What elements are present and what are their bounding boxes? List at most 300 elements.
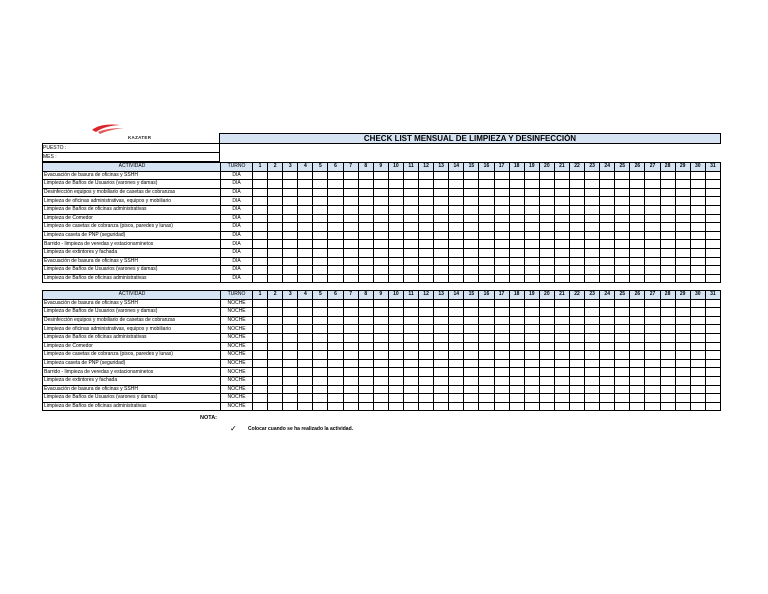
check-cell-day-23[interactable] [585, 342, 600, 351]
check-cell-day-21[interactable] [554, 402, 569, 411]
check-cell-day-5[interactable] [313, 308, 328, 317]
check-cell-day-3[interactable] [283, 325, 298, 334]
check-cell-day-5[interactable] [313, 266, 328, 275]
check-cell-day-29[interactable] [675, 325, 690, 334]
check-cell-day-21[interactable] [554, 394, 569, 403]
check-cell-day-17[interactable] [494, 333, 509, 342]
check-cell-day-16[interactable] [479, 342, 494, 351]
check-cell-day-29[interactable] [675, 351, 690, 360]
check-cell-day-1[interactable] [253, 333, 268, 342]
check-cell-day-21[interactable] [554, 376, 569, 385]
check-cell-day-22[interactable] [569, 368, 584, 377]
check-cell-day-14[interactable] [449, 402, 464, 411]
check-cell-day-30[interactable] [690, 231, 705, 240]
check-cell-day-11[interactable] [403, 308, 418, 317]
check-cell-day-30[interactable] [690, 240, 705, 249]
check-cell-day-6[interactable] [328, 223, 343, 232]
check-cell-day-2[interactable] [268, 248, 283, 257]
check-cell-day-22[interactable] [569, 325, 584, 334]
check-cell-day-1[interactable] [253, 223, 268, 232]
check-cell-day-24[interactable] [600, 385, 615, 394]
check-cell-day-26[interactable] [630, 223, 645, 232]
check-cell-day-28[interactable] [660, 188, 675, 197]
check-cell-day-31[interactable] [705, 231, 720, 240]
check-cell-day-10[interactable] [388, 402, 403, 411]
check-cell-day-13[interactable] [434, 205, 449, 214]
check-cell-day-16[interactable] [479, 257, 494, 266]
check-cell-day-17[interactable] [494, 205, 509, 214]
check-cell-day-22[interactable] [569, 376, 584, 385]
check-cell-day-1[interactable] [253, 394, 268, 403]
check-cell-day-1[interactable] [253, 351, 268, 360]
check-cell-day-9[interactable] [373, 188, 388, 197]
check-cell-day-11[interactable] [403, 223, 418, 232]
check-cell-day-14[interactable] [449, 274, 464, 283]
check-cell-day-1[interactable] [253, 325, 268, 334]
check-cell-day-25[interactable] [615, 240, 630, 249]
check-cell-day-11[interactable] [403, 299, 418, 308]
check-cell-day-26[interactable] [630, 359, 645, 368]
check-cell-day-3[interactable] [283, 171, 298, 180]
check-cell-day-10[interactable] [388, 376, 403, 385]
check-cell-day-21[interactable] [554, 359, 569, 368]
check-cell-day-24[interactable] [600, 248, 615, 257]
check-cell-day-15[interactable] [464, 342, 479, 351]
check-cell-day-11[interactable] [403, 188, 418, 197]
check-cell-day-26[interactable] [630, 308, 645, 317]
check-cell-day-15[interactable] [464, 333, 479, 342]
check-cell-day-12[interactable] [419, 351, 434, 360]
check-cell-day-18[interactable] [509, 394, 524, 403]
check-cell-day-12[interactable] [419, 402, 434, 411]
check-cell-day-5[interactable] [313, 197, 328, 206]
check-cell-day-5[interactable] [313, 171, 328, 180]
check-cell-day-3[interactable] [283, 351, 298, 360]
check-cell-day-16[interactable] [479, 299, 494, 308]
check-cell-day-17[interactable] [494, 308, 509, 317]
check-cell-day-28[interactable] [660, 394, 675, 403]
check-cell-day-19[interactable] [524, 368, 539, 377]
check-cell-day-29[interactable] [675, 333, 690, 342]
check-cell-day-8[interactable] [358, 274, 373, 283]
check-cell-day-19[interactable] [524, 402, 539, 411]
check-cell-day-17[interactable] [494, 248, 509, 257]
check-cell-day-2[interactable] [268, 240, 283, 249]
check-cell-day-25[interactable] [615, 197, 630, 206]
check-cell-day-22[interactable] [569, 333, 584, 342]
check-cell-day-24[interactable] [600, 257, 615, 266]
check-cell-day-21[interactable] [554, 223, 569, 232]
check-cell-day-5[interactable] [313, 351, 328, 360]
check-cell-day-28[interactable] [660, 333, 675, 342]
check-cell-day-11[interactable] [403, 394, 418, 403]
check-cell-day-15[interactable] [464, 351, 479, 360]
check-cell-day-9[interactable] [373, 248, 388, 257]
check-cell-day-15[interactable] [464, 274, 479, 283]
check-cell-day-30[interactable] [690, 299, 705, 308]
check-cell-day-28[interactable] [660, 248, 675, 257]
check-cell-day-9[interactable] [373, 308, 388, 317]
check-cell-day-21[interactable] [554, 316, 569, 325]
check-cell-day-26[interactable] [630, 266, 645, 275]
check-cell-day-17[interactable] [494, 188, 509, 197]
check-cell-day-21[interactable] [554, 257, 569, 266]
check-cell-day-31[interactable] [705, 394, 720, 403]
check-cell-day-31[interactable] [705, 299, 720, 308]
check-cell-day-11[interactable] [403, 171, 418, 180]
check-cell-day-31[interactable] [705, 402, 720, 411]
check-cell-day-24[interactable] [600, 171, 615, 180]
check-cell-day-19[interactable] [524, 342, 539, 351]
check-cell-day-12[interactable] [419, 231, 434, 240]
check-cell-day-4[interactable] [298, 274, 313, 283]
check-cell-day-20[interactable] [539, 402, 554, 411]
check-cell-day-28[interactable] [660, 171, 675, 180]
check-cell-day-14[interactable] [449, 240, 464, 249]
check-cell-day-15[interactable] [464, 325, 479, 334]
check-cell-day-14[interactable] [449, 231, 464, 240]
check-cell-day-25[interactable] [615, 359, 630, 368]
check-cell-day-29[interactable] [675, 402, 690, 411]
check-cell-day-12[interactable] [419, 223, 434, 232]
check-cell-day-4[interactable] [298, 385, 313, 394]
check-cell-day-6[interactable] [328, 299, 343, 308]
check-cell-day-23[interactable] [585, 231, 600, 240]
check-cell-day-31[interactable] [705, 266, 720, 275]
check-cell-day-19[interactable] [524, 248, 539, 257]
check-cell-day-2[interactable] [268, 257, 283, 266]
check-cell-day-30[interactable] [690, 197, 705, 206]
check-cell-day-5[interactable] [313, 333, 328, 342]
check-cell-day-23[interactable] [585, 368, 600, 377]
check-cell-day-8[interactable] [358, 214, 373, 223]
check-cell-day-19[interactable] [524, 197, 539, 206]
check-cell-day-5[interactable] [313, 359, 328, 368]
check-cell-day-22[interactable] [569, 180, 584, 189]
check-cell-day-12[interactable] [419, 333, 434, 342]
check-cell-day-29[interactable] [675, 240, 690, 249]
check-cell-day-11[interactable] [403, 274, 418, 283]
check-cell-day-2[interactable] [268, 266, 283, 275]
check-cell-day-13[interactable] [434, 333, 449, 342]
check-cell-day-16[interactable] [479, 359, 494, 368]
check-cell-day-7[interactable] [343, 402, 358, 411]
check-cell-day-23[interactable] [585, 402, 600, 411]
check-cell-day-6[interactable] [328, 394, 343, 403]
check-cell-day-1[interactable] [253, 180, 268, 189]
check-cell-day-28[interactable] [660, 316, 675, 325]
check-cell-day-4[interactable] [298, 171, 313, 180]
check-cell-day-4[interactable] [298, 325, 313, 334]
check-cell-day-6[interactable] [328, 385, 343, 394]
check-cell-day-6[interactable] [328, 257, 343, 266]
check-cell-day-27[interactable] [645, 223, 660, 232]
check-cell-day-19[interactable] [524, 333, 539, 342]
mes-value[interactable] [220, 153, 721, 162]
check-cell-day-19[interactable] [524, 240, 539, 249]
check-cell-day-23[interactable] [585, 325, 600, 334]
check-cell-day-2[interactable] [268, 394, 283, 403]
check-cell-day-30[interactable] [690, 368, 705, 377]
check-cell-day-13[interactable] [434, 394, 449, 403]
check-cell-day-17[interactable] [494, 240, 509, 249]
check-cell-day-17[interactable] [494, 257, 509, 266]
check-cell-day-18[interactable] [509, 376, 524, 385]
check-cell-day-13[interactable] [434, 188, 449, 197]
check-cell-day-16[interactable] [479, 394, 494, 403]
check-cell-day-14[interactable] [449, 214, 464, 223]
check-cell-day-27[interactable] [645, 274, 660, 283]
check-cell-day-23[interactable] [585, 266, 600, 275]
check-cell-day-19[interactable] [524, 171, 539, 180]
check-cell-day-14[interactable] [449, 248, 464, 257]
check-cell-day-14[interactable] [449, 325, 464, 334]
check-cell-day-3[interactable] [283, 376, 298, 385]
check-cell-day-15[interactable] [464, 248, 479, 257]
check-cell-day-26[interactable] [630, 351, 645, 360]
check-cell-day-9[interactable] [373, 368, 388, 377]
check-cell-day-13[interactable] [434, 316, 449, 325]
check-cell-day-13[interactable] [434, 180, 449, 189]
check-cell-day-31[interactable] [705, 214, 720, 223]
check-cell-day-13[interactable] [434, 342, 449, 351]
check-cell-day-1[interactable] [253, 299, 268, 308]
check-cell-day-24[interactable] [600, 351, 615, 360]
check-cell-day-7[interactable] [343, 223, 358, 232]
check-cell-day-23[interactable] [585, 359, 600, 368]
check-cell-day-29[interactable] [675, 231, 690, 240]
check-cell-day-5[interactable] [313, 223, 328, 232]
check-cell-day-25[interactable] [615, 325, 630, 334]
check-cell-day-14[interactable] [449, 205, 464, 214]
check-cell-day-9[interactable] [373, 274, 388, 283]
check-cell-day-19[interactable] [524, 308, 539, 317]
check-cell-day-26[interactable] [630, 214, 645, 223]
check-cell-day-18[interactable] [509, 240, 524, 249]
check-cell-day-17[interactable] [494, 325, 509, 334]
check-cell-day-2[interactable] [268, 188, 283, 197]
check-cell-day-31[interactable] [705, 368, 720, 377]
check-cell-day-31[interactable] [705, 342, 720, 351]
check-cell-day-13[interactable] [434, 231, 449, 240]
check-cell-day-4[interactable] [298, 266, 313, 275]
check-cell-day-27[interactable] [645, 214, 660, 223]
check-cell-day-14[interactable] [449, 180, 464, 189]
check-cell-day-31[interactable] [705, 240, 720, 249]
check-cell-day-16[interactable] [479, 316, 494, 325]
check-cell-day-28[interactable] [660, 299, 675, 308]
check-cell-day-1[interactable] [253, 385, 268, 394]
check-cell-day-26[interactable] [630, 197, 645, 206]
check-cell-day-8[interactable] [358, 376, 373, 385]
check-cell-day-21[interactable] [554, 342, 569, 351]
check-cell-day-18[interactable] [509, 368, 524, 377]
check-cell-day-17[interactable] [494, 316, 509, 325]
check-cell-day-18[interactable] [509, 316, 524, 325]
check-cell-day-3[interactable] [283, 274, 298, 283]
check-cell-day-18[interactable] [509, 197, 524, 206]
check-cell-day-1[interactable] [253, 257, 268, 266]
check-cell-day-15[interactable] [464, 231, 479, 240]
check-cell-day-15[interactable] [464, 240, 479, 249]
check-cell-day-21[interactable] [554, 299, 569, 308]
check-cell-day-27[interactable] [645, 197, 660, 206]
check-cell-day-18[interactable] [509, 214, 524, 223]
check-cell-day-1[interactable] [253, 342, 268, 351]
check-cell-day-12[interactable] [419, 325, 434, 334]
check-cell-day-15[interactable] [464, 402, 479, 411]
check-cell-day-4[interactable] [298, 257, 313, 266]
check-cell-day-11[interactable] [403, 402, 418, 411]
check-cell-day-18[interactable] [509, 171, 524, 180]
check-cell-day-9[interactable] [373, 299, 388, 308]
check-cell-day-26[interactable] [630, 376, 645, 385]
check-cell-day-6[interactable] [328, 205, 343, 214]
check-cell-day-3[interactable] [283, 180, 298, 189]
check-cell-day-19[interactable] [524, 376, 539, 385]
check-cell-day-1[interactable] [253, 274, 268, 283]
check-cell-day-14[interactable] [449, 308, 464, 317]
check-cell-day-19[interactable] [524, 188, 539, 197]
check-cell-day-13[interactable] [434, 376, 449, 385]
check-cell-day-13[interactable] [434, 325, 449, 334]
check-cell-day-7[interactable] [343, 231, 358, 240]
check-cell-day-13[interactable] [434, 274, 449, 283]
check-cell-day-1[interactable] [253, 240, 268, 249]
check-cell-day-9[interactable] [373, 197, 388, 206]
check-cell-day-30[interactable] [690, 376, 705, 385]
check-cell-day-13[interactable] [434, 368, 449, 377]
check-cell-day-24[interactable] [600, 188, 615, 197]
check-cell-day-1[interactable] [253, 197, 268, 206]
check-cell-day-9[interactable] [373, 240, 388, 249]
check-cell-day-6[interactable] [328, 248, 343, 257]
check-cell-day-15[interactable] [464, 197, 479, 206]
check-cell-day-4[interactable] [298, 248, 313, 257]
check-cell-day-6[interactable] [328, 214, 343, 223]
check-cell-day-21[interactable] [554, 368, 569, 377]
check-cell-day-28[interactable] [660, 351, 675, 360]
check-cell-day-1[interactable] [253, 368, 268, 377]
check-cell-day-26[interactable] [630, 171, 645, 180]
check-cell-day-21[interactable] [554, 188, 569, 197]
check-cell-day-20[interactable] [539, 394, 554, 403]
check-cell-day-26[interactable] [630, 274, 645, 283]
check-cell-day-30[interactable] [690, 351, 705, 360]
check-cell-day-19[interactable] [524, 394, 539, 403]
check-cell-day-21[interactable] [554, 205, 569, 214]
check-cell-day-16[interactable] [479, 188, 494, 197]
check-cell-day-27[interactable] [645, 188, 660, 197]
check-cell-day-30[interactable] [690, 333, 705, 342]
check-cell-day-7[interactable] [343, 333, 358, 342]
check-cell-day-17[interactable] [494, 266, 509, 275]
check-cell-day-26[interactable] [630, 368, 645, 377]
check-cell-day-21[interactable] [554, 266, 569, 275]
check-cell-day-6[interactable] [328, 171, 343, 180]
check-cell-day-25[interactable] [615, 402, 630, 411]
check-cell-day-25[interactable] [615, 171, 630, 180]
check-cell-day-26[interactable] [630, 333, 645, 342]
check-cell-day-30[interactable] [690, 402, 705, 411]
check-cell-day-29[interactable] [675, 368, 690, 377]
check-cell-day-17[interactable] [494, 299, 509, 308]
check-cell-day-27[interactable] [645, 257, 660, 266]
check-cell-day-6[interactable] [328, 274, 343, 283]
check-cell-day-10[interactable] [388, 248, 403, 257]
check-cell-day-26[interactable] [630, 325, 645, 334]
check-cell-day-24[interactable] [600, 266, 615, 275]
check-cell-day-2[interactable] [268, 325, 283, 334]
check-cell-day-6[interactable] [328, 231, 343, 240]
check-cell-day-18[interactable] [509, 351, 524, 360]
check-cell-day-24[interactable] [600, 308, 615, 317]
check-cell-day-25[interactable] [615, 257, 630, 266]
check-cell-day-26[interactable] [630, 257, 645, 266]
check-cell-day-30[interactable] [690, 214, 705, 223]
check-cell-day-10[interactable] [388, 299, 403, 308]
check-cell-day-20[interactable] [539, 266, 554, 275]
check-cell-day-7[interactable] [343, 257, 358, 266]
check-cell-day-4[interactable] [298, 316, 313, 325]
check-cell-day-13[interactable] [434, 385, 449, 394]
check-cell-day-29[interactable] [675, 188, 690, 197]
check-cell-day-20[interactable] [539, 214, 554, 223]
check-cell-day-1[interactable] [253, 308, 268, 317]
check-cell-day-30[interactable] [690, 205, 705, 214]
check-cell-day-12[interactable] [419, 188, 434, 197]
check-cell-day-25[interactable] [615, 188, 630, 197]
check-cell-day-1[interactable] [253, 266, 268, 275]
check-cell-day-17[interactable] [494, 351, 509, 360]
check-cell-day-18[interactable] [509, 274, 524, 283]
check-cell-day-13[interactable] [434, 308, 449, 317]
check-cell-day-23[interactable] [585, 308, 600, 317]
check-cell-day-21[interactable] [554, 333, 569, 342]
check-cell-day-7[interactable] [343, 376, 358, 385]
check-cell-day-22[interactable] [569, 223, 584, 232]
check-cell-day-25[interactable] [615, 308, 630, 317]
check-cell-day-31[interactable] [705, 316, 720, 325]
check-cell-day-24[interactable] [600, 205, 615, 214]
check-cell-day-11[interactable] [403, 248, 418, 257]
check-cell-day-16[interactable] [479, 240, 494, 249]
check-cell-day-15[interactable] [464, 308, 479, 317]
check-cell-day-11[interactable] [403, 197, 418, 206]
check-cell-day-28[interactable] [660, 180, 675, 189]
check-cell-day-14[interactable] [449, 359, 464, 368]
check-cell-day-9[interactable] [373, 351, 388, 360]
check-cell-day-2[interactable] [268, 308, 283, 317]
check-cell-day-4[interactable] [298, 359, 313, 368]
check-cell-day-12[interactable] [419, 274, 434, 283]
check-cell-day-3[interactable] [283, 385, 298, 394]
check-cell-day-31[interactable] [705, 223, 720, 232]
check-cell-day-29[interactable] [675, 376, 690, 385]
check-cell-day-7[interactable] [343, 342, 358, 351]
check-cell-day-21[interactable] [554, 325, 569, 334]
check-cell-day-24[interactable] [600, 316, 615, 325]
check-cell-day-3[interactable] [283, 197, 298, 206]
check-cell-day-30[interactable] [690, 223, 705, 232]
check-cell-day-22[interactable] [569, 351, 584, 360]
check-cell-day-21[interactable] [554, 351, 569, 360]
check-cell-day-5[interactable] [313, 274, 328, 283]
check-cell-day-17[interactable] [494, 342, 509, 351]
check-cell-day-17[interactable] [494, 394, 509, 403]
check-cell-day-5[interactable] [313, 316, 328, 325]
check-cell-day-10[interactable] [388, 257, 403, 266]
